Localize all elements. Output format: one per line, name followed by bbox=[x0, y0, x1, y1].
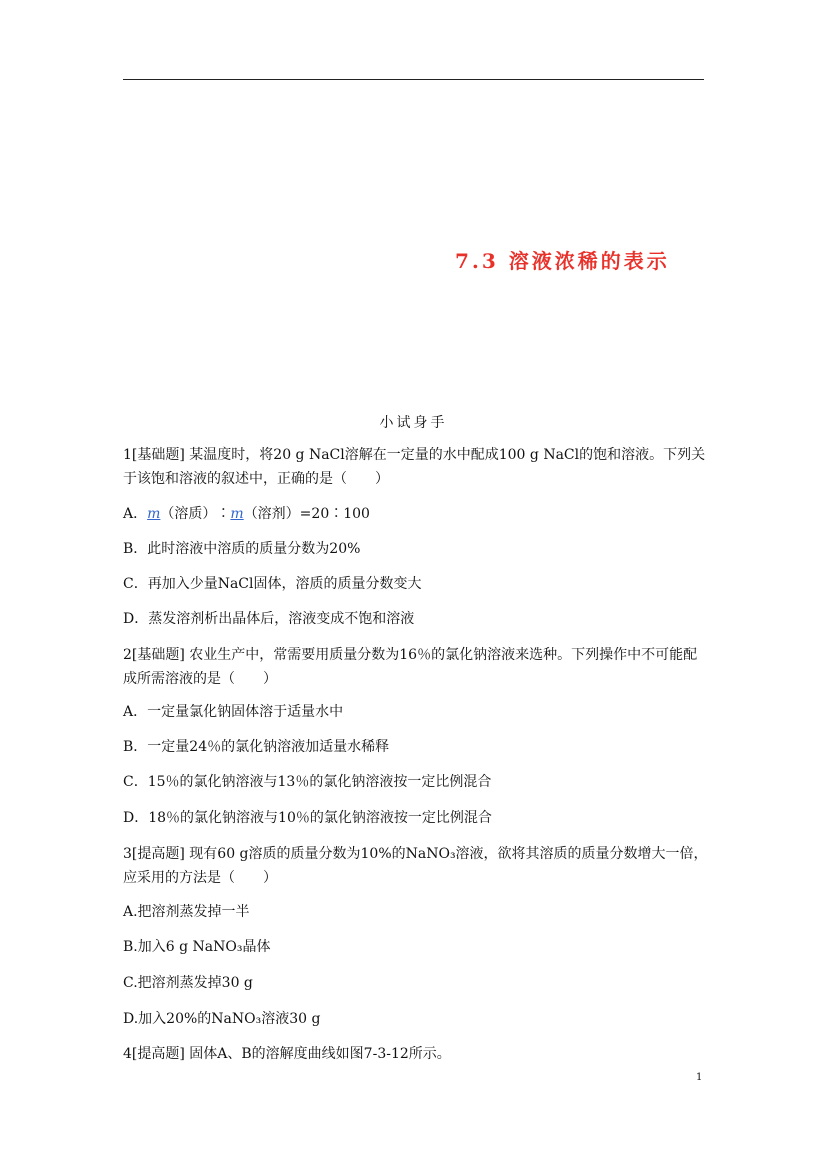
question-1-option-d: D．蒸发溶剂析出晶体后，溶液变成不饱和溶液 bbox=[123, 611, 415, 627]
mass-symbol-solvent: m bbox=[230, 506, 244, 522]
question-1-option-c: C．再加入少量NaCl固体，溶质的质量分数变大 bbox=[123, 576, 422, 592]
question-2-option-d: D．18％的氯化钠溶液与10％的氯化钠溶液按一定比例混合 bbox=[123, 810, 492, 826]
question-2-option-c: C．15％的氯化钠溶液与13％的氯化钠溶液按一定比例混合 bbox=[123, 774, 492, 790]
header-rule bbox=[123, 79, 704, 80]
question-3-option-c: C.把溶剂蒸发掉30 g bbox=[123, 975, 253, 991]
mass-symbol-solute: m bbox=[147, 506, 161, 522]
question-2-option-a: A．一定量氯化钠固体溶于适量水中 bbox=[123, 704, 344, 720]
question-3-option-b: B.加入6 g NaNO₃晶体 bbox=[123, 939, 271, 955]
section-title: 小试身手 bbox=[379, 415, 448, 431]
question-4-stem: 4[提高题] 固体A、B的溶解度曲线如图7-3-12所示。 bbox=[123, 1046, 451, 1062]
option-a-prefix: A． bbox=[123, 506, 148, 522]
question-1-option-a bbox=[123, 505, 370, 523]
page-title: 7.3 溶液浓稀的表示 bbox=[455, 249, 670, 273]
page-number: 1 bbox=[696, 1072, 703, 1083]
question-1-stem: 1[基础题] 某温度时，将20 g NaCl溶解在一定量的水中配成100 g NaCl的饱和溶液。下列关于该饱和溶液的叙述中，正确的是（ ） bbox=[123, 447, 706, 487]
question-2-option-b: B．一定量24％的氯化钠溶液加适量水稀释 bbox=[123, 739, 390, 755]
question-2-stem: 2[基础题] 农业生产中，常需要用质量分数为16％的氯化钠溶液来选种。下列操作中不可能配成所需溶液的是（ ） bbox=[123, 647, 698, 687]
option-a-mid: （溶质）∶ bbox=[160, 506, 231, 522]
question-3-stem: 3[提高题] 现有60 g溶质的质量分数为10%的NaNO₃溶液，欲将其溶质的质量分数增大一倍，应采用的方法是（ ） bbox=[123, 846, 708, 886]
question-3-option-a: A.把溶剂蒸发掉一半 bbox=[123, 904, 250, 920]
option-a-suffix: （溶剂）=20∶100 bbox=[243, 506, 370, 522]
question-3-option-d: D.加入20%的NaNO₃溶液30 g bbox=[123, 1011, 321, 1027]
question-1-option-b: B．此时溶液中溶质的质量分数为20% bbox=[123, 541, 361, 557]
